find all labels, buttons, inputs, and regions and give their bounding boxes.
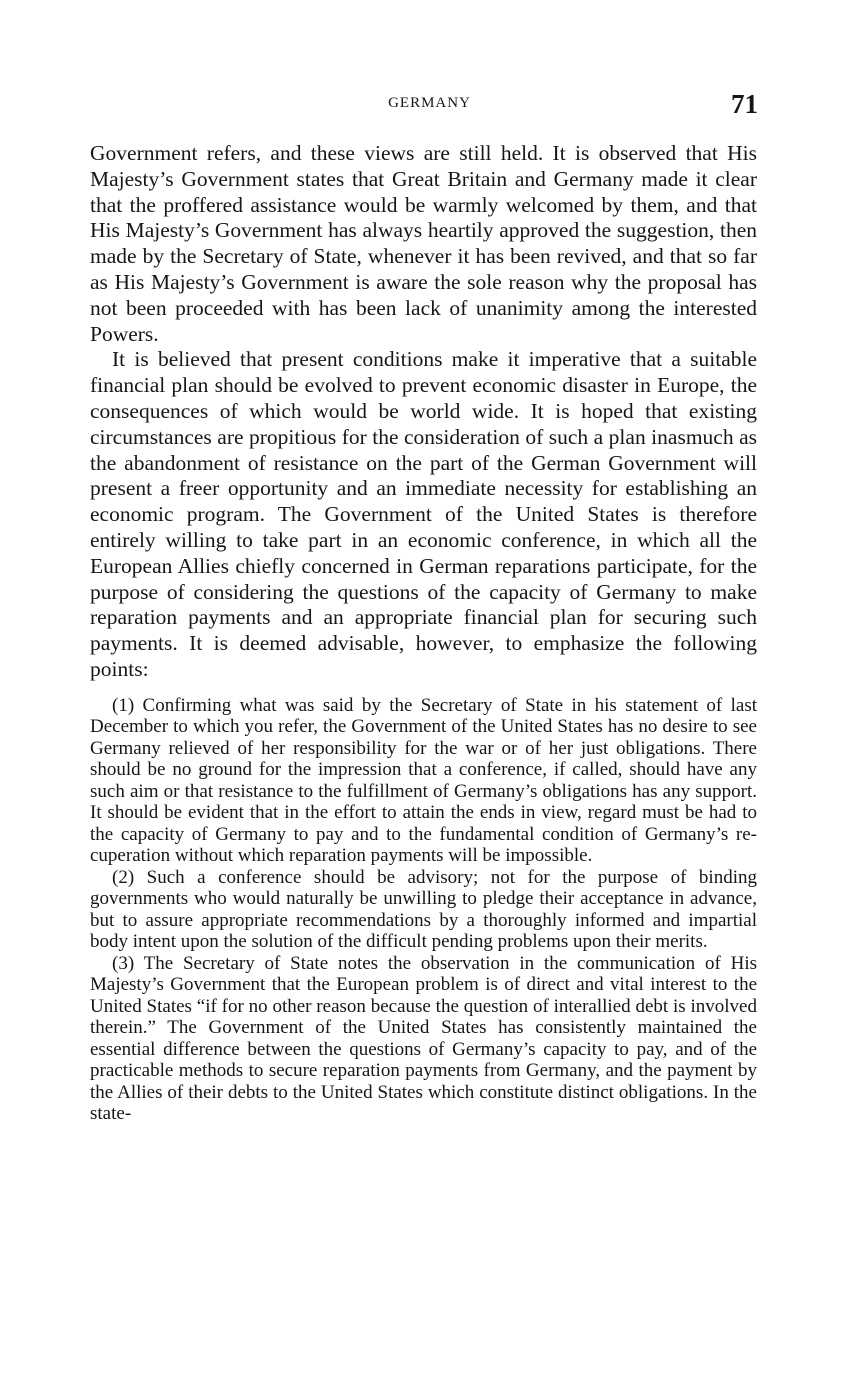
body-text (90, 141, 757, 1125)
page-number: 71 (731, 89, 758, 119)
point-3: (3) The Secretary of State notes the observation in the communication of His Majesty’s Government that the European problem is of direct and vital interest to the United States “if for no other reason because the question of interallied debt is involved therein.” The Government of the United States has consistently maintained the essential difference between the questions of Germany’s capacity to pay, and of the practicable methods to secure reparation payments from Germany, and the payment by the Allies of their debts to the United States which constitute distinct obligations. In the state- (90, 952, 757, 1125)
paragraph-conference-proposal: It is believed that present conditions make it imperative that a suitable financial plan should be evolved to prevent economic disaster in Europe, the consequences of which would be world wide. It is hoped that existing circumstances are propitious for the consideration of such a plan inasmuch as the abandonment of resistance on the part of the German Government will present a freer opportunity and an immediate necessity for establishing an economic program. The Government of the United States is therefore entirely willing to take part in an economic conference, in which all the European Allies chiefly concerned in German reparations participate, for the purpose of considering the questions of the capacity of Germany to make reparation payments and an appropriate financial plan for securing such payments. It is deemed advisable, however, to emphasize the following points: (90, 347, 757, 681)
header-title: GERMANY (388, 95, 471, 111)
running-head (0, 89, 859, 122)
spacer (90, 683, 757, 695)
point-2: (2) Such a conference should be advisory; not for the purpose of binding governments who would naturally be unwilling to pledge their acceptance in advance, but to assure appropriate recommendations by a thoroughly informed and impartial body intent upon the solution of the difficult pending problems upon their merits. (90, 866, 757, 953)
point-1: (1) Confirming what was said by the Secretary of State in his statement of last December to which you refer, the Government of the United States has no desire to see Germany relieved of her responsibility for the war or of her just obligations. There should be no ground for the impression that a conference, if called, should have any such aim or that resistance to the fulfillment of Germany’s obligations has any support. It should be evident that in the effort to attain the ends in view, regard must be had to the capacity of Germany to pay and to the fundamental condition of Germany’s recuperation without which reparation payments will be impossible. (90, 694, 757, 867)
paragraph-continued: Government refers, and these views are still held. It is observed that His Majesty’s Government states that Great Britain and Germany made it clear that the proffered assistance would be warmly welcomed by them, and that His Majesty’s Government has always heartily approved the suggestion, then made by the Secretary of State, whenever it has been revived, and that so far as His Majesty’s Government is aware the sole reason why the proposal has not been proceeded with has been lack of unanimity among the interested Powers. (90, 141, 757, 346)
